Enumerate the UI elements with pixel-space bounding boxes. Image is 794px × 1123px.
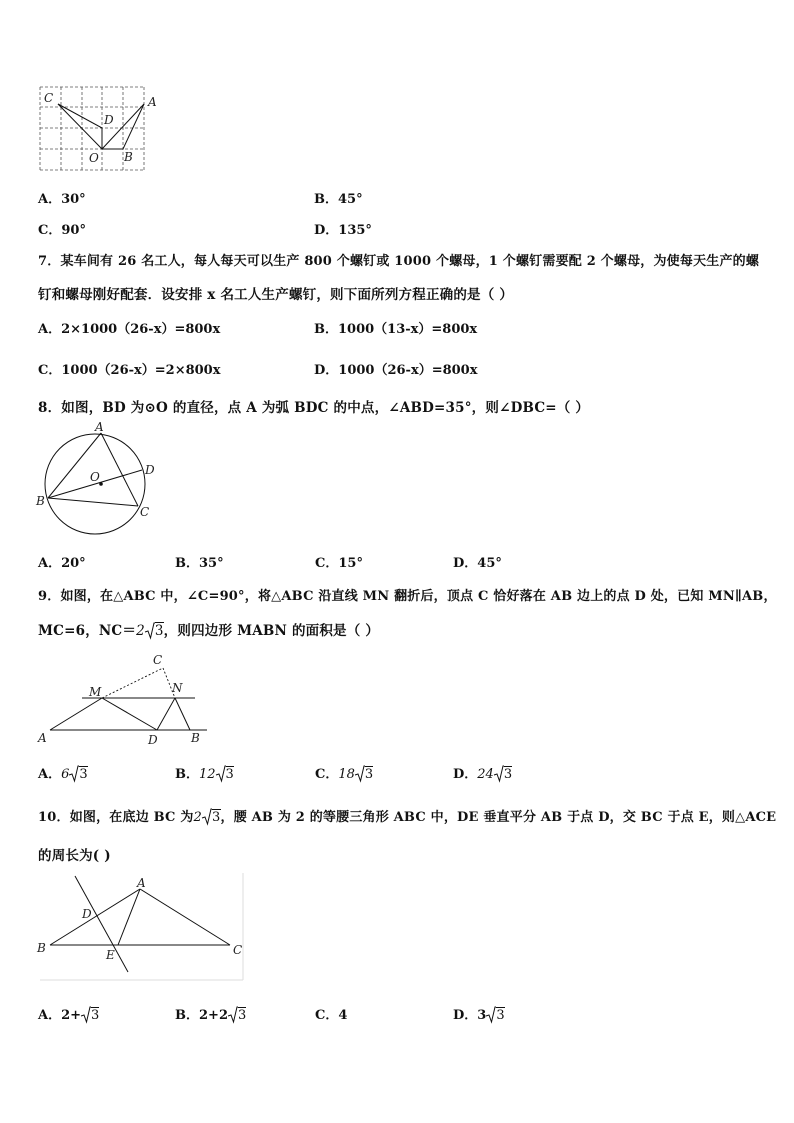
q10-label-c: C xyxy=(233,943,243,957)
q9-option-letter: A． xyxy=(38,767,62,782)
q7-stem-line2: 钉和螺母刚好配套．设安排 x 名工人生产螺钉，则下面所列方程正确的是（ ） xyxy=(38,287,514,303)
q10-line1-prefix: 10．如图，在底边 BC 为 xyxy=(38,810,194,825)
q9-option-letter: C． xyxy=(315,767,339,782)
q9-option-coef: 18 xyxy=(338,767,355,782)
q10-option-text: 4 xyxy=(338,1008,348,1023)
q8-option-d[interactable]: D．45° xyxy=(453,556,502,571)
q10-label-b: B xyxy=(37,941,46,955)
q9-nc-coef: 2 xyxy=(136,623,145,639)
q10-label-d: D xyxy=(82,907,92,921)
q8-label-o: O xyxy=(90,470,100,484)
q10-option-b[interactable] xyxy=(175,1004,246,1023)
q9-label-c: C xyxy=(153,653,163,667)
q6-label-c: C xyxy=(44,91,54,105)
q10-stem-line2: 的周长为( ) xyxy=(38,848,111,864)
q9-option-letter: D． xyxy=(453,767,478,782)
q8-option-b[interactable]: B．35° xyxy=(175,556,224,571)
q6-option-c[interactable]: C．90° xyxy=(38,223,86,238)
q7-stem-line1: 7．某车间有 26 名工人，每人每天可以生产 800 个螺钉或 1000 个螺母，1 个螺钉需要配 2 个螺母，为使每天生产的螺 xyxy=(38,254,760,269)
q10-option-a[interactable] xyxy=(38,1004,99,1023)
q6-option-d[interactable]: D．135° xyxy=(314,223,372,238)
q9-option-coef: 6 xyxy=(61,767,70,782)
q10-option-coef: 2+ xyxy=(61,1008,82,1023)
q9-option-coef: 12 xyxy=(199,767,216,782)
q10-label-a: A xyxy=(137,876,146,890)
q9-option-radicand: 3 xyxy=(503,767,513,782)
q10-option-coef: 2+2 xyxy=(199,1008,228,1023)
q9-line2-suffix: ，则四边形 MABN 的面积是（ ） xyxy=(163,623,380,639)
q10-line1-suffix: ，腰 AB 为 2 的等腰三角形 ABC 中，DE 垂直平分 AB 于点 D，交 BC 于点 E，则△ACE xyxy=(220,810,777,825)
q10-option-d[interactable] xyxy=(453,1004,505,1023)
q10-option-radicand: 3 xyxy=(91,1008,100,1023)
q10-option-coef: 3 xyxy=(477,1008,487,1023)
q10-option-letter: D． xyxy=(453,1008,478,1023)
q8-label-a: A xyxy=(95,420,104,434)
q7-option-d[interactable]: D．1000（26-x）=800x xyxy=(314,363,478,378)
sqrt-icon xyxy=(228,1006,238,1023)
q9-stem-line1: 9．如图，在△ABC 中，∠C=90°，将△ABC 沿直线 MN 翻折后，顶点 C 恰好落在 AB 边上的点 D 处，已知 MN∥AB， xyxy=(38,589,777,604)
q6-label-d: D xyxy=(104,113,114,127)
q7-option-b[interactable]: B．1000（13-x）=800x xyxy=(314,322,478,337)
q8-stem-line1: 8．如图，BD 为⊙O 的直径，点 A 为弧 BDC 的中点，∠ABD=35°，则∠DBC=（ ） xyxy=(38,400,590,416)
q9-option-coef: 24 xyxy=(477,767,494,782)
q10-label-e: E xyxy=(106,948,115,962)
q8-label-c: C xyxy=(140,505,150,519)
q8-option-c[interactable]: C．15° xyxy=(315,556,363,571)
q10-bc-radicand: 3 xyxy=(212,810,221,825)
q6-label-b: B xyxy=(124,150,133,164)
q9-option-radicand: 3 xyxy=(225,767,234,782)
q8-label-b: B xyxy=(36,494,45,508)
q7-option-a[interactable]: A．2×1000（26-x）=800x xyxy=(38,322,221,337)
q9-nc-radicand: 3 xyxy=(154,623,164,639)
q8-label-d: D xyxy=(145,463,155,477)
q6-option-b[interactable]: B．45° xyxy=(314,192,363,207)
q10-option-radicand: 3 xyxy=(496,1008,505,1023)
q9-option-radicand: 3 xyxy=(79,767,88,782)
q10-option-c[interactable] xyxy=(315,1004,347,1023)
q9-label-b: B xyxy=(191,731,200,745)
q10-option-radicand: 3 xyxy=(237,1008,247,1023)
q9-label-n: N xyxy=(172,681,183,695)
q9-line2-prefix: MC=6，NC＝ xyxy=(38,623,137,639)
q9-label-a: A xyxy=(38,731,47,745)
sqrt-icon xyxy=(486,1006,496,1023)
q10-bc-coef: 2 xyxy=(193,810,203,825)
q9-option-radicand: 3 xyxy=(364,767,374,782)
q6-label-a: A xyxy=(148,95,157,109)
q10-option-letter: B． xyxy=(175,1008,199,1023)
q6-option-a[interactable]: A．30° xyxy=(38,192,86,207)
q9-label-m: M xyxy=(89,685,102,699)
q8-option-a[interactable]: A．20° xyxy=(38,556,86,571)
q10-option-letter: C． xyxy=(315,1008,339,1023)
q6-label-o: O xyxy=(89,151,99,165)
q9-option-letter: B． xyxy=(175,767,199,782)
q7-option-c[interactable]: C．1000（26-x）=2×800x xyxy=(38,363,221,378)
sqrt-icon xyxy=(81,1006,91,1023)
q10-option-letter: A． xyxy=(38,1008,62,1023)
q9-label-d: D xyxy=(148,733,158,747)
